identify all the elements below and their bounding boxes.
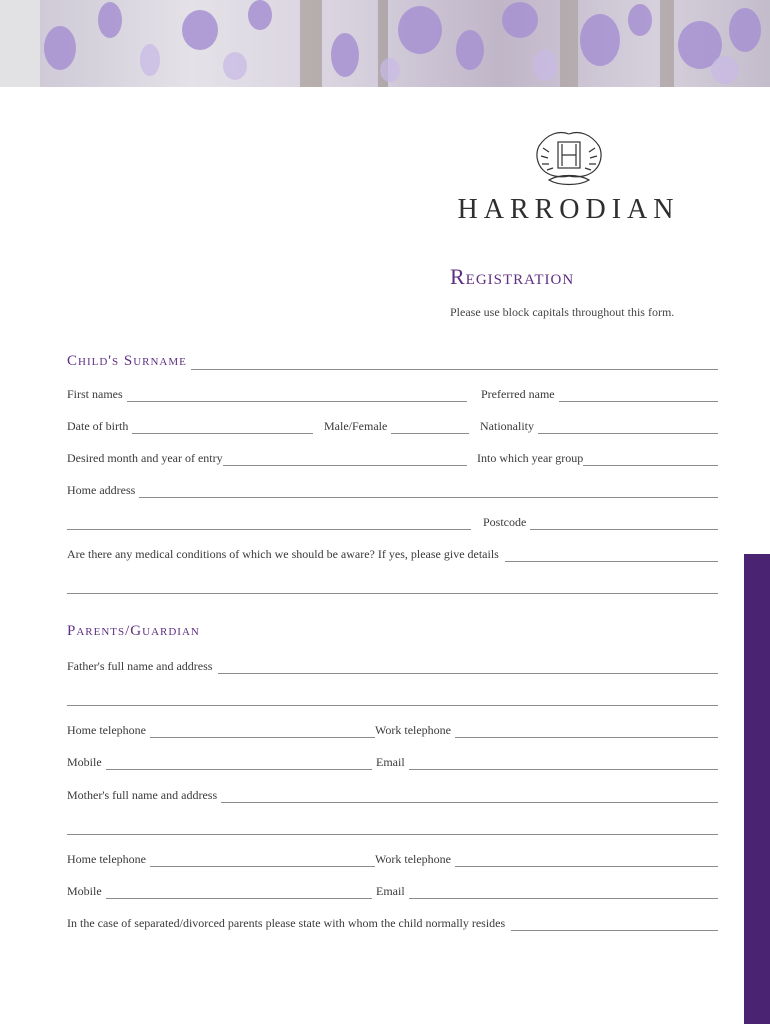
- postcode-field[interactable]: [530, 517, 718, 530]
- home-address-line-2[interactable]: [67, 517, 471, 530]
- mother-email-field[interactable]: [409, 886, 718, 899]
- nationality-label: Nationality: [480, 419, 534, 433]
- medical-row-2: [67, 578, 718, 594]
- medical-field[interactable]: [505, 549, 718, 562]
- desired-entry-field[interactable]: [223, 453, 467, 466]
- father-phone-row: [67, 722, 718, 738]
- mother-email-label: Email: [376, 884, 405, 898]
- father-name-field[interactable]: [218, 661, 718, 674]
- mother-mobile-field[interactable]: [106, 886, 372, 899]
- mother-home-tel-label: Home telephone: [67, 852, 146, 866]
- father-work-tel-label: Work telephone: [375, 723, 452, 737]
- separated-row: [67, 915, 718, 931]
- first-names-field[interactable]: [127, 389, 467, 402]
- gender-label: Male/Female: [324, 419, 388, 433]
- mother-phone-row: [67, 851, 718, 867]
- parents-section-title: Parents/Guardian: [67, 623, 200, 639]
- page-title: Registration: [450, 264, 575, 289]
- father-row-2: [67, 690, 718, 706]
- mother-row-2: [67, 819, 718, 835]
- home-address-label: Home address: [67, 483, 136, 497]
- header-banner-image: [0, 0, 770, 87]
- father-mobile-label: Mobile: [67, 755, 102, 769]
- nationality-field[interactable]: [538, 421, 718, 434]
- father-mobile-row: [67, 754, 718, 770]
- first-names-label: First names: [67, 387, 123, 401]
- crest-icon: [529, 128, 609, 190]
- father-mobile-field[interactable]: [106, 757, 372, 770]
- father-home-tel-field[interactable]: [150, 725, 375, 738]
- address-postcode-row: [67, 514, 718, 530]
- sidebar-accent-bar: [744, 554, 770, 1024]
- father-home-tel-label: Home telephone: [67, 723, 146, 737]
- child-section-title: Child's Surname: [67, 353, 187, 369]
- separated-label: In the case of separated/divorced parents please state with whom the child normally resides: [67, 916, 506, 930]
- mother-mobile-row: [67, 883, 718, 899]
- lavender-photo: [0, 0, 770, 87]
- gender-field[interactable]: [391, 421, 469, 434]
- first-names-row: [67, 386, 718, 402]
- dob-label: Date of birth: [67, 419, 129, 433]
- medical-label: Are there any medical conditions of which we should be aware? If yes, please give details: [67, 547, 499, 561]
- desired-entry-label: Desired month and year of entry: [67, 451, 223, 465]
- mother-address-field[interactable]: [67, 822, 718, 835]
- harrodian-logo: [446, 128, 691, 226]
- medical-row: [67, 546, 718, 562]
- mother-home-tel-field[interactable]: [150, 854, 375, 867]
- separated-field[interactable]: [511, 918, 718, 931]
- mother-work-tel-label: Work telephone: [375, 852, 452, 866]
- entry-row: [67, 450, 718, 466]
- postcode-label: Postcode: [483, 515, 527, 529]
- father-email-label: Email: [376, 755, 405, 769]
- mother-mobile-label: Mobile: [67, 884, 102, 898]
- father-name-label: Father's full name and address: [67, 659, 213, 673]
- child-surname-row: [67, 352, 718, 370]
- father-work-tel-field[interactable]: [455, 725, 718, 738]
- home-address-field[interactable]: [139, 485, 718, 498]
- preferred-name-label: Preferred name: [481, 387, 555, 401]
- medical-field-line-2[interactable]: [67, 581, 718, 594]
- mother-name-field[interactable]: [221, 790, 718, 803]
- preferred-name-field[interactable]: [559, 389, 718, 402]
- father-row: [67, 658, 718, 674]
- harrodian-wordmark: HARRODIAN: [457, 194, 680, 225]
- child-surname-field[interactable]: [191, 357, 718, 370]
- father-email-field[interactable]: [409, 757, 718, 770]
- mother-row: [67, 787, 718, 803]
- mother-name-label: Mother's full name and address: [67, 788, 218, 802]
- home-address-row: [67, 482, 718, 498]
- dob-field[interactable]: [132, 421, 313, 434]
- father-address-field[interactable]: [67, 693, 718, 706]
- page-subtitle: Please use block capitals throughout this form.: [450, 305, 675, 319]
- mother-work-tel-field[interactable]: [455, 854, 718, 867]
- dob-row: [67, 418, 718, 434]
- year-group-label: Into which year group: [477, 451, 584, 465]
- year-group-field[interactable]: [583, 453, 718, 466]
- parents-section-row: [67, 622, 718, 640]
